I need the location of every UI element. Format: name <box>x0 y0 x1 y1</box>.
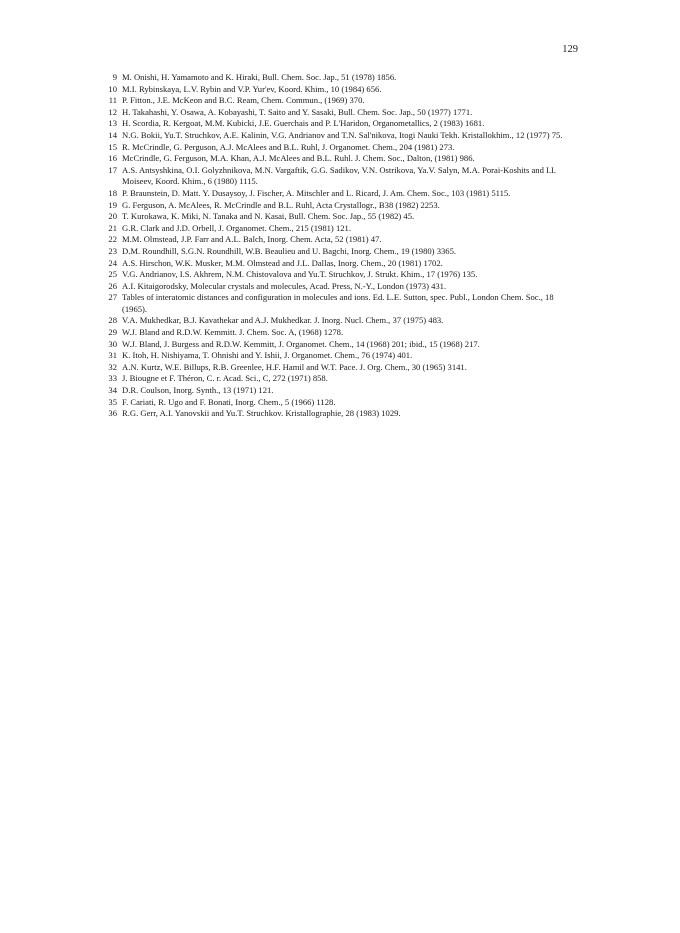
reference-number: 22 <box>108 234 117 245</box>
reference-item <box>104 234 580 246</box>
reference-item <box>104 385 580 397</box>
reference-number: 32 <box>108 361 117 372</box>
reference-text: A.S. Antsyshkina, O.I. Golyzhnikova, M.N. Vargaftik, G.G. Sadikov, V.N. Ostrikova, Ya.V. Salyn, M.A. Porai-Koshits and I.I. Moiseev, Koord. Khim., 6 (1980) 1115. <box>122 164 557 187</box>
reference-item <box>104 258 580 270</box>
reference-text: R. McCrindle, G. Perguson, A.J. McAlees and B.L. Ruhl, J. Organomet. Chem., 204 (1981) 273. <box>122 141 455 152</box>
reference-item <box>104 292 580 315</box>
reference-text: T. Kurokawa, K. Miki, N. Tanaka and N. Kasai, Bull. Chem. Soc. Jap., 55 (1982) 45. <box>122 211 415 222</box>
reference-number: 25 <box>108 269 117 280</box>
reference-item <box>104 223 580 235</box>
reference-text: H. Takahashi, Y. Osawa, A. Kobayashi, T. Saito and Y. Sasaki, Bull. Chem. Soc. Jap., 50 (1977) 1771. <box>122 106 473 117</box>
reference-list <box>104 72 580 420</box>
reference-number: 9 <box>112 72 117 82</box>
reference-number: 24 <box>108 257 117 268</box>
reference-number: 20 <box>108 211 117 222</box>
reference-number: 17 <box>108 164 117 175</box>
reference-item <box>104 95 580 107</box>
reference-number: 33 <box>108 373 117 384</box>
reference-number: 26 <box>108 280 117 291</box>
reference-item <box>104 315 580 327</box>
reference-number: 21 <box>108 222 117 233</box>
reference-item <box>104 188 580 200</box>
reference-text: D.M. Roundhill, S.G.N. Roundhill, W.B. Beaulieu and U. Bagchi, Inorg. Chem., 19 (1980) 3365. <box>122 245 457 256</box>
reference-item <box>104 130 580 142</box>
reference-text: A.N. Kurtz, W.E. Billups, R.B. Greenlee, H.F. Hamil and W.T. Pace. J. Org. Chem., 30 (1965) 3141. <box>122 361 467 372</box>
reference-text: M.I. Rybinskaya, L.V. Rybin and V.P. Yur'ev, Koord. Khim., 10 (1984) 656. <box>122 83 382 94</box>
reference-number: 23 <box>108 245 117 256</box>
reference-text: G.R. Clark and J.D. Orbell, J. Organomet. Chem., 215 (1981) 121. <box>122 222 351 233</box>
reference-number: 34 <box>108 385 117 396</box>
reference-text: J. Biougne et F. Théron, C. r. Acad. Sci., C, 272 (1971) 858. <box>122 373 328 384</box>
reference-item <box>104 339 580 351</box>
reference-text: K. Itoh, H. Nishiyama, T. Ohnishi and Y. Ishii, J. Organomet. Chem., 76 (1974) 401. <box>122 350 413 361</box>
reference-text: F. Cariati, R. Ugo and F. Bonati, Inorg. Chem., 5 (1966) 1128. <box>122 396 336 407</box>
reference-item <box>104 142 580 154</box>
reference-text: W.J. Bland and R.D.W. Kemmitt. J. Chem. Soc. A, (1968) 1278. <box>122 327 344 338</box>
reference-text: Tables of interatomic distances and configuration in molecules and ions. Ed. L.E. Sutton, spec. Publ., London Chem. Soc., 18 (1965). <box>122 292 554 314</box>
reference-number: 16 <box>108 153 117 164</box>
reference-text: V.A. Mukhedkar, B.J. Kavathekar and A.J. Mukhedkar. J. Inorg. Nucl. Chem., 37 (1975) 483. <box>122 315 444 326</box>
reference-item <box>104 373 580 385</box>
reference-item <box>104 362 580 374</box>
reference-number: 27 <box>108 292 117 303</box>
reference-text: M. Onishi, H. Yamamoto and K. Hiraki, Bull. Chem. Soc. Jap., 51 (1978) 1856. <box>122 72 397 82</box>
reference-number: 28 <box>108 315 117 326</box>
reference-text: W.J. Bland, J. Burgess and R.D.W. Kemmitt, J. Organomet. Chem., 14 (1968) 201; ibid., 15 (1968) 217. <box>122 338 480 349</box>
reference-item <box>104 327 580 339</box>
reference-item <box>104 153 580 165</box>
reference-text: D.R. Coulson, Inorg. Synth., 13 (1971) 121. <box>122 385 274 396</box>
reference-text: P. Braunstein, D. Matt. Y. Dusaysoy, J. Fischer, A. Mitschler and L. Ricard, J. Am. Chem. Soc., 103 (1981) 5115. <box>122 187 511 198</box>
reference-item <box>104 281 580 293</box>
reference-number: 10 <box>108 83 117 94</box>
reference-text: McCrindle, G. Ferguson, M.A. Khan, A.J. McAlees and B.L. Ruhl. J. Chem. Soc., Dalton, (1981) 986. <box>122 153 475 164</box>
reference-item <box>104 107 580 119</box>
reference-item <box>104 350 580 362</box>
reference-text: H. Scordia, R. Kergoat, M.M. Kubicki, J.E. Guerchais and P. L'Haridon, Organometallics, 2 (1983) 1681. <box>122 118 485 129</box>
reference-number: 36 <box>108 408 117 419</box>
reference-number: 12 <box>108 106 117 117</box>
reference-text: N.G. Bokii, Yu.T. Struchkov, A.E. Kalinin, V.G. Andrianov and T.N. Sal'nikova, Itogi Nauki Tekh. Kristallokhim., 12 (1977) 75. <box>122 129 563 140</box>
reference-text: A.S. Hirschon, W.K. Musker, M.M. Olmstead and J.L. Dallas, Inorg. Chem., 20 (1981) 1702. <box>122 257 443 268</box>
reference-number: 11 <box>108 95 117 106</box>
reference-number: 19 <box>108 199 117 210</box>
reference-number: 14 <box>108 129 117 140</box>
reference-number: 13 <box>108 118 117 129</box>
reference-item <box>104 408 580 420</box>
reference-number: 30 <box>108 338 117 349</box>
reference-item <box>104 246 580 258</box>
reference-number: 15 <box>108 141 117 152</box>
reference-item <box>104 72 580 84</box>
reference-number: 35 <box>108 396 117 407</box>
reference-text: A.I. Kitaigorodsky, Molecular crystals and molecules, Acad. Press, N.-Y., London (1973) 431. <box>122 280 447 291</box>
reference-item <box>104 397 580 409</box>
reference-item <box>104 84 580 96</box>
reference-item <box>104 211 580 223</box>
reference-number: 29 <box>108 327 117 338</box>
reference-text: R.G. Gerr, A.I. Yanovskii and Yu.T. Struchkov. Kristallographie, 28 (1983) 1029. <box>122 408 401 419</box>
reference-number: 18 <box>108 187 117 198</box>
reference-item <box>104 269 580 281</box>
reference-item <box>104 200 580 212</box>
reference-text: G. Ferguson, A. McAlees, R. McCrindle and B.L. Ruhl, Acta Crystallogr., B38 (1982) 2253. <box>122 199 440 210</box>
reference-text: M.M. Olmstead, J.P. Farr and A.L. Balch, Inorg. Chem. Acta, 52 (1981) 47. <box>122 234 382 245</box>
reference-item <box>104 165 580 188</box>
reference-text: P. Fitton., J.E. McKeon and B.C. Ream, Chem. Commun., (1969) 370. <box>122 95 365 106</box>
reference-item <box>104 118 580 130</box>
reference-text: V.G. Andrianov, I.S. Akhrem, N.M. Chistovalova and Yu.T. Struchkov, J. Strukt. Khim., 17 (1976) 135. <box>122 269 478 280</box>
reference-number: 31 <box>108 350 117 361</box>
page-number: 129 <box>562 44 578 55</box>
